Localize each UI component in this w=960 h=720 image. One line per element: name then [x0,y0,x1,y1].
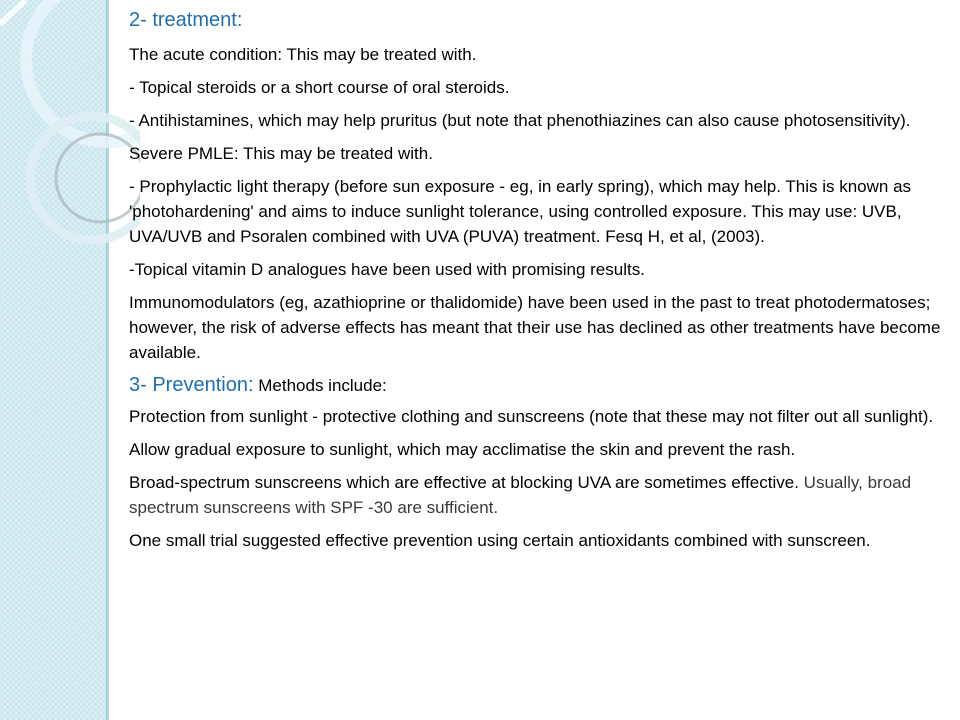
side-divider-line [107,0,109,720]
treatment-heading: 2- treatment: [129,9,243,31]
steroids-item: - Topical steroids or a short course of oral steroids. [129,78,510,97]
antioxidants-item: One small trial suggested effective prevention using certain antioxidants combined with sunscreen. [129,531,871,550]
prevention-heading-line [129,373,951,398]
decorative-side-band [0,0,107,720]
slide-content [129,8,951,553]
prevention-heading: 3- Prevention: [129,374,254,396]
immunomodulators-item: Immunomodulators (eg, azathioprine or thalidomide) have been used in the past to treat photodermatoses; however, the risk of adverse effects has meant that their use has declined as other treatments have become available. [129,293,941,362]
gradual-exposure-item: Allow gradual exposure to sunlight, which may acclimatise the skin and prevent the rash. [129,440,796,459]
broad-spectrum-text: Broad-spectrum sunscreens which are effective at blocking UVA are sometimes effective. [129,473,799,492]
severe-intro: Severe PMLE: This may be treated with. [129,144,433,163]
prevention-intro: Methods include: [253,376,387,395]
antihistamines-item: - Antihistamines, which may help pruritus (but note that phenothiazines can also cause photosensitivity). [129,111,911,130]
vitamin-d-item: -Topical vitamin D analogues have been used with promising results. [129,260,645,279]
spf-note: Usually, broad spectrum sunscreens with SPF -30 are sufficient. [129,473,912,517]
broad-spectrum-item [129,470,951,520]
protection-item: Protection from sunlight - protective clothing and sunscreens (note that these may not filter out all sunlight). [129,407,934,426]
light-therapy-item: - Prophylactic light therapy (before sun exposure - eg, in early spring), which may help. This is known as 'photohardening' and aims to induce sunlight tolerance, using controlled exposure. This may use: UVB, UVA/UVB and Psoralen combined with UVA (PUVA) treatment. Fesq H, et al, (2003). [129,177,912,246]
acute-intro: The acute condition: This may be treated with. [129,45,477,64]
